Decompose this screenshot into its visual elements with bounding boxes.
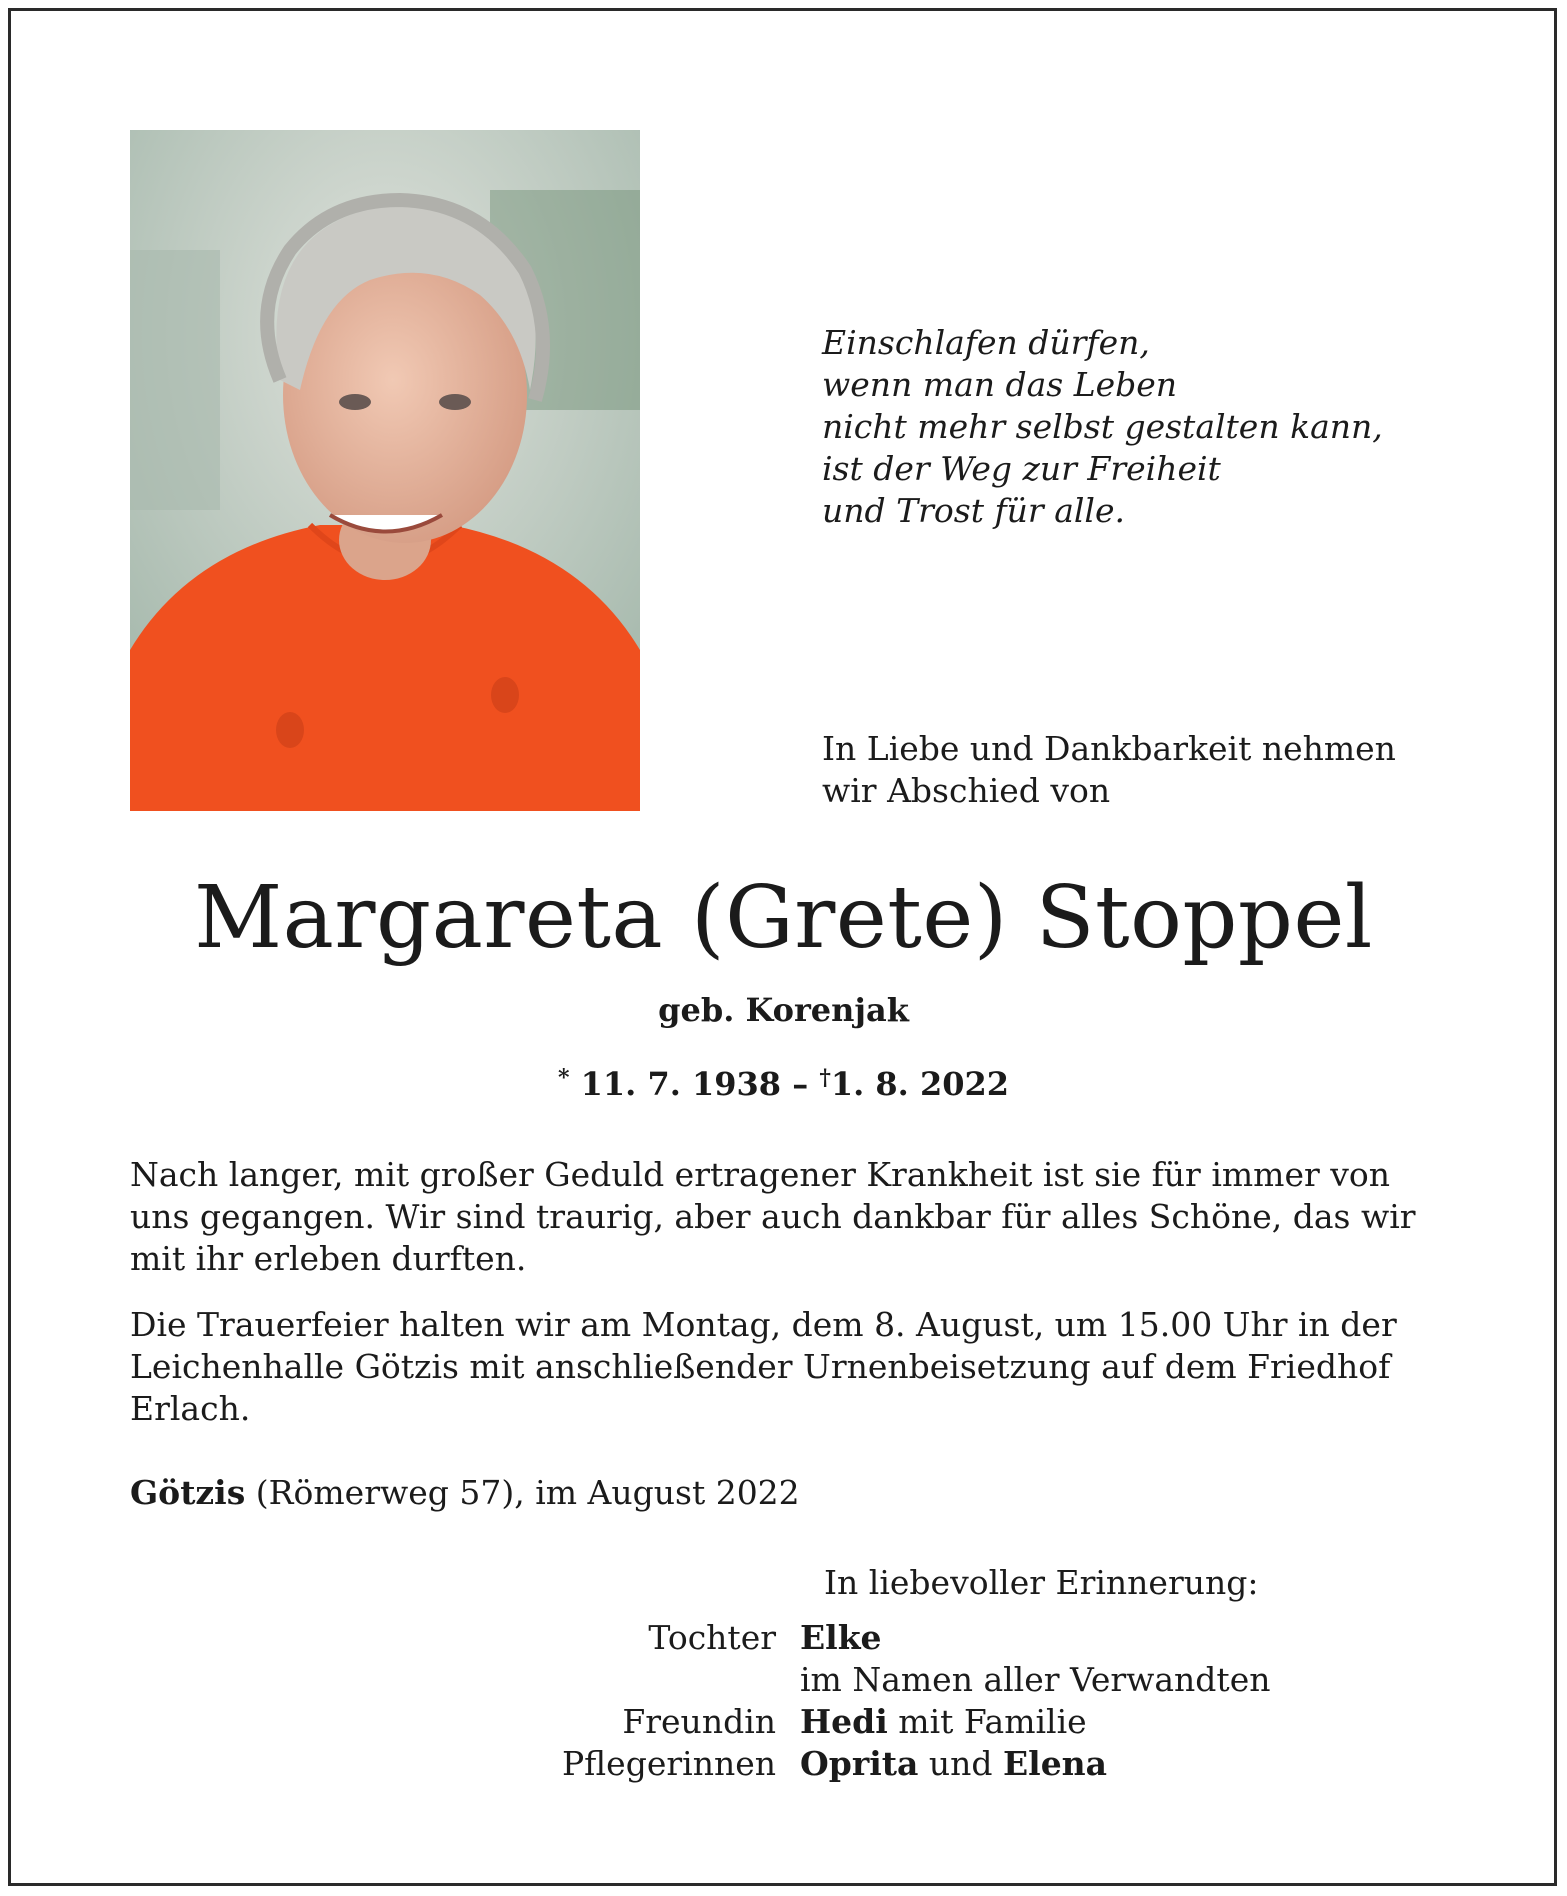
- deceased-name: Margareta (Grete) Stoppel: [194, 868, 1373, 968]
- mourner-names: [800, 1617, 882, 1659]
- mourner-row: [0, 1743, 1567, 1785]
- poem-line: nicht mehr selbst gestalten kann,: [822, 407, 1383, 446]
- paragraph-line: Die Trauerfeier halten wir am Montag, dem 8. August, um 15.00 Uhr in der: [130, 1305, 1397, 1344]
- intro-text: [822, 728, 1442, 812]
- mourner-relation: Tochter: [648, 1618, 776, 1657]
- poem-line: ist der Weg zur Freiheit: [822, 449, 1221, 488]
- mourner-relation: Pflegerinnen: [561, 1744, 776, 1783]
- death-date: 1. 8. 2022: [830, 1065, 1010, 1103]
- funeral-paragraph: [130, 1304, 1440, 1430]
- poem-line: und Trost für alle.: [822, 491, 1125, 530]
- mourner-name: Hedi: [800, 1702, 888, 1741]
- intro-line: wir Abschied von: [822, 771, 1111, 810]
- mourner-row: [0, 1617, 1567, 1659]
- death-symbol: †: [819, 1065, 831, 1091]
- mourner-name: Oprita: [800, 1744, 919, 1783]
- paragraph-line: mit ihr erleben durften.: [130, 1239, 527, 1278]
- poem-line: Einschlafen dürfen,: [822, 323, 1150, 362]
- life-dates: [0, 1058, 1567, 1104]
- birth-date: 11. 7. 1938: [580, 1065, 782, 1103]
- mourner-names: [800, 1659, 1270, 1701]
- mourner-connector: und: [918, 1744, 1003, 1783]
- paragraph-line: Leichenhalle Götzis mit anschließender Urnenbeisetzung auf dem Friedhof: [130, 1347, 1391, 1386]
- birth-symbol: *: [557, 1065, 570, 1091]
- place-date-line: [130, 1472, 800, 1514]
- address-date: (Römerweg 57), im August 2022: [245, 1473, 800, 1512]
- mourner-row: [0, 1659, 1567, 1701]
- mourner-name: Elena: [1003, 1744, 1108, 1783]
- memory-heading: In liebevoller Erinnerung:: [824, 1563, 1259, 1602]
- paragraph-line: Nach langer, mit großer Geduld ertragener Krankheit ist sie für immer von: [130, 1155, 1391, 1194]
- portrait-photo: [130, 130, 640, 811]
- mourner-relation: [0, 1659, 800, 1701]
- mourner-row: [0, 1701, 1567, 1743]
- mourner-relation: Freundin: [622, 1702, 776, 1741]
- town-name: Götzis: [130, 1473, 246, 1512]
- mourner-suffix: mit Familie: [887, 1702, 1087, 1741]
- paragraph-line: uns gegangen. Wir sind traurig, aber auch dankbar für alles Schöne, das wir: [130, 1197, 1416, 1236]
- mourner-name: Elke: [800, 1618, 882, 1657]
- intro-line: In Liebe und Dankbarkeit nehmen: [822, 729, 1396, 768]
- poem: [822, 322, 1442, 532]
- mourner-suffix: im Namen aller Verwandten: [800, 1660, 1271, 1699]
- date-separator: –: [792, 1065, 809, 1103]
- farewell-paragraph: [130, 1154, 1440, 1280]
- mourner-names: [800, 1743, 1107, 1785]
- mourner-names: [800, 1701, 1087, 1743]
- poem-line: wenn man das Leben: [822, 365, 1178, 404]
- mourners-list: [0, 1617, 1567, 1785]
- maiden-name: geb. Korenjak: [658, 991, 909, 1029]
- paragraph-line: Erlach.: [130, 1389, 251, 1428]
